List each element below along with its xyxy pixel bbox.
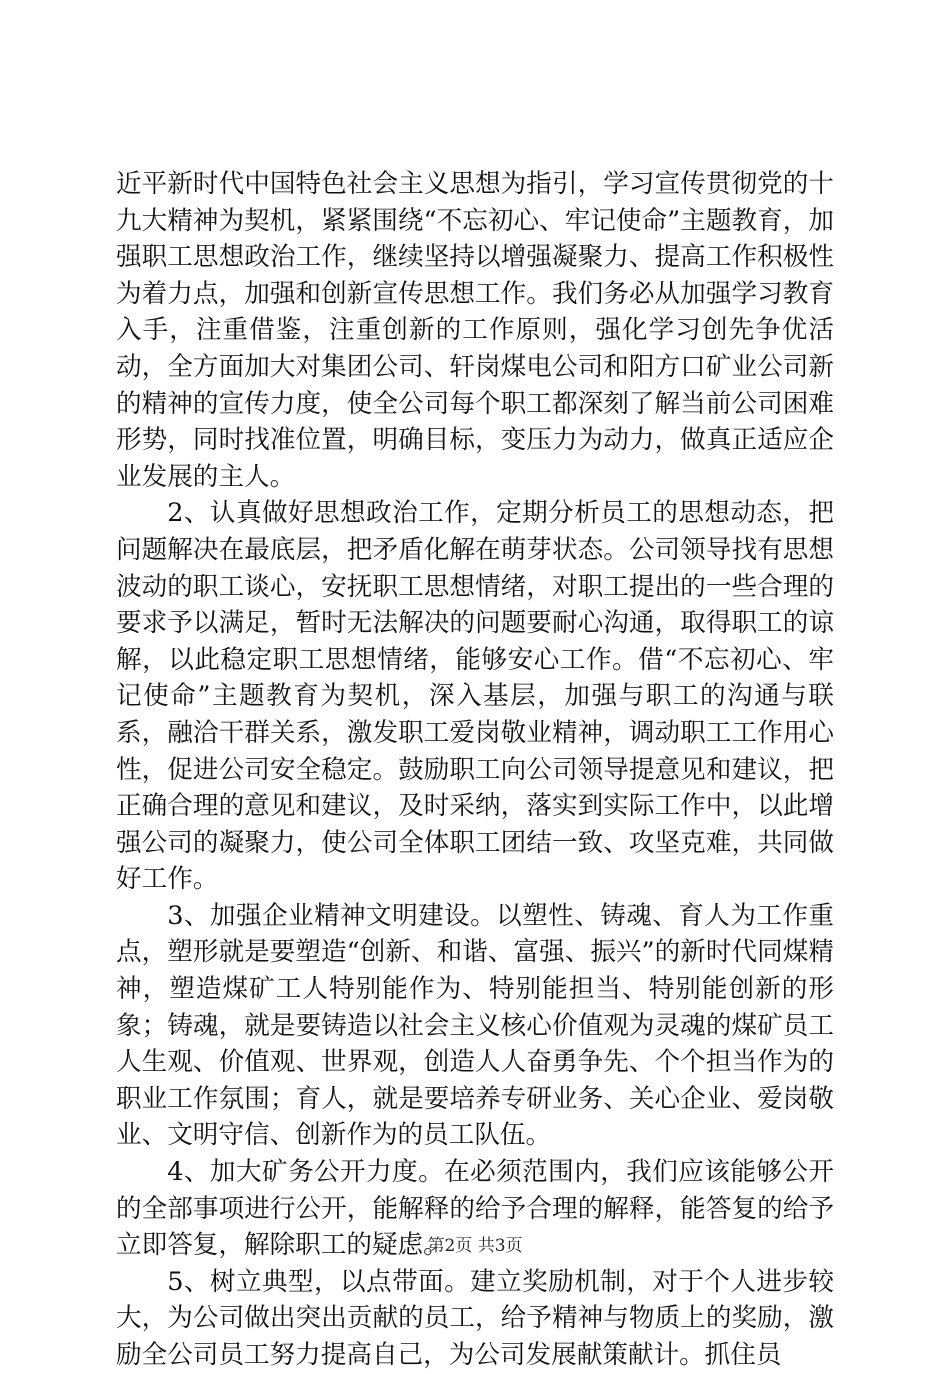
paragraph-3: 3、加强企业精神文明建设。以塑性、铸魂、育人为工作重点，塑形就是要塑造“创新、和谐、富强、振兴”的新时代同煤精神，塑造煤矿工人特别能作为、特别能担当、特别能创新的形象；铸魂，就是要铸造以社会主义核心价值观为灵魂的煤矿员工人生观、价值观、世界观，创造人人奋勇争先、个个担当作为的职业工作氛围；育人，就是要培养专研业务、关心企业、爱岗敬业、文明守信、创新作为的员工队伍。 bbox=[116, 900, 834, 1151]
paragraph-1: 近平新时代中国特色社会主义思想为指引，学习宣传贯彻党的十九大精神为契机，紧紧围绕“不忘初心、牢记使命”主题教育，加强职工思想政治工作，继续坚持以增强凝聚力、提高工作积极性为着力点，加强和创新宣传思想工作。我们务必从加强学习教育入手，注重借鉴，注重创新的工作原则，强化学习创先争优活动，全方面加大对集团公司、轩岗煤电公司和阳方口矿业公司新的精神的宣传力度，使全公司每个职工都深刻了解当前公司困难形势，同时找准位置，明确目标，变压力为动力，做真正适应企业发展的主人。 bbox=[116, 169, 834, 492]
page-number-label: 第2页 共3页 bbox=[427, 1236, 523, 1256]
page-footer bbox=[0, 1234, 950, 1258]
document-body bbox=[116, 166, 834, 1374]
paragraph-5: 5、树立典型，以点带面。建立奖励机制，对于个人进步较大，为公司做出突出贡献的员工，给予精神与物质上的奖励，激励全公司员工努力提高自己，为公司发展献策献计。抓住员 bbox=[116, 1266, 834, 1370]
paragraph-2: 2、认真做好思想政治工作，定期分析员工的思想动态，把问题解决在最底层，把矛盾化解在萌芽状态。公司领导找有思想波动的职工谈心，安抚职工思想情绪，对职工提出的一些合理的要求予以满足，暂时无法解决的问题要耐心沟通，取得职工的谅解，以此稳定职工思想情绪，能够安心工作。借“不忘初心、牢记使命”主题教育为契机，深入基层，加强与职工的沟通与联系，融洽干群关系，激发职工爱岗敬业精神，调动职工工作用心性，促进公司安全稳定。鼓励职工向公司领导提意见和建议，把正确合理的意见和建议，及时采纳，落实到实际工作中，以此增强公司的凝聚力，使公司全体职工团结一致、攻坚克难，共同做好工作。 bbox=[116, 498, 834, 895]
paragraph-4: 4、加大矿务公开力度。在必须范围内，我们应该能够公开的全部事项进行公开，能解释的给予合理的解释，能答复的给予立即答复，解除职工的疑虑。 bbox=[116, 1157, 834, 1261]
